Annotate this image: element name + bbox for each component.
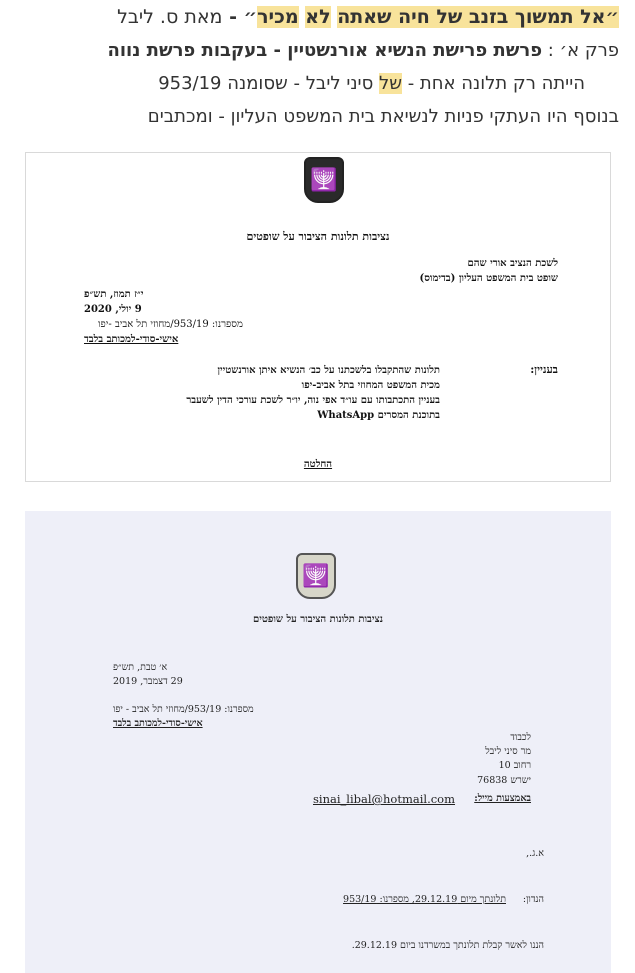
state-emblem-icon: 🕎 [296, 553, 336, 599]
complaint-line [10, 73, 585, 94]
addressee-line: שופט בית המשפט העליון (בדימוס) [419, 273, 558, 284]
regarding-label: הנדון: [522, 894, 544, 905]
line3-before: הייתה רק תלונה אחת - [407, 73, 585, 94]
title-highlight: מכיר [257, 6, 299, 28]
subject-label: בעניין: [530, 363, 558, 376]
confidential-note: אישי-סודי-למכותב בלבד [113, 718, 203, 729]
document-decision-letter [25, 152, 611, 482]
reference-number: מספרנו: 953/19/מחוזי תל אביב - יפו [113, 704, 254, 715]
recipient-email: sinai_libal@hotmail.com [313, 792, 456, 806]
subject-line: בתוכנת המסרים WhatsApp [317, 410, 440, 421]
state-emblem-icon: 🕎 [304, 157, 344, 203]
additional-line: בנוסף היו העתקי פניות לנשיאת בית המשפט העליון - ומכתבים [147, 106, 619, 127]
document-acknowledgement-letter [25, 511, 611, 973]
title-quote-open: ״ [605, 6, 619, 28]
subject-line: בעניין התכתבותו עם עו״ד אפי נוה, יו״ר לשכת עורכי הדין לשעבר [186, 395, 440, 406]
title-highlight: אל תמשוך בזנב של חיה שאתה [337, 6, 606, 28]
subject-line: מכית המשפט המחוזי בתל אביב-יפו [301, 380, 440, 391]
greeting: א.ג., [526, 848, 544, 859]
decision-heading: החלטה [303, 459, 333, 470]
title-end: ״ - [229, 6, 258, 28]
gregorian-date: 29 דצמבר, 2019 [113, 676, 183, 687]
addressee-line: לשכת הנציב אורי שהם [467, 258, 558, 269]
doc-title: נציבות תלונות הציבור על שופטים [253, 614, 383, 625]
line3-highlight: של [379, 73, 402, 94]
chapter-line [10, 40, 619, 61]
hebrew-date: א׳ טבת, תש״פ [113, 662, 168, 673]
reference-number: מספרנו: 953/19/מחוזי תל אביב -יפו [98, 319, 243, 330]
chapter-title: פרשת פרישת הנשיא אורנשטיין - בעקבות פרשת נווה [107, 40, 543, 61]
confidential-note: אישי-סודי-למכותב בלבד [84, 334, 179, 345]
title-highlight: לא [305, 6, 331, 28]
subject-line: תלונות שהתקבלו בלשכתנו על כב׳ הנשיא איתן אורנשטיין [217, 365, 440, 376]
line3-after: סיני ליבל - שסומנה 953/19 [158, 73, 374, 94]
gregorian-date: 9 יולי, 2020 [84, 304, 142, 315]
regarding-text: תלונתך מיום 29.12.19, מספרנו: 953/19 [343, 894, 506, 905]
recipient-line: רחוב 10 [498, 760, 531, 771]
article-title [10, 6, 619, 28]
recipient-line: ישרש 76838 [477, 775, 531, 786]
chapter-label: פרק א׳ : [547, 40, 619, 61]
email-label: באמצעות מייל: [474, 793, 531, 804]
recipient-line: מר סיני ליבל [485, 746, 531, 757]
recipient-line: לכבוד [510, 732, 531, 743]
doc-title: נציבות תלונות הציבור על שופטים [246, 230, 390, 243]
body-text: הננו לאשר קבלת תלונתך במשרדנו ביום 29.12.19. [351, 940, 544, 951]
hebrew-date: י״ז תמוז, תש״פ [84, 289, 144, 300]
title-author: מאת ס. ליבל [117, 6, 223, 28]
